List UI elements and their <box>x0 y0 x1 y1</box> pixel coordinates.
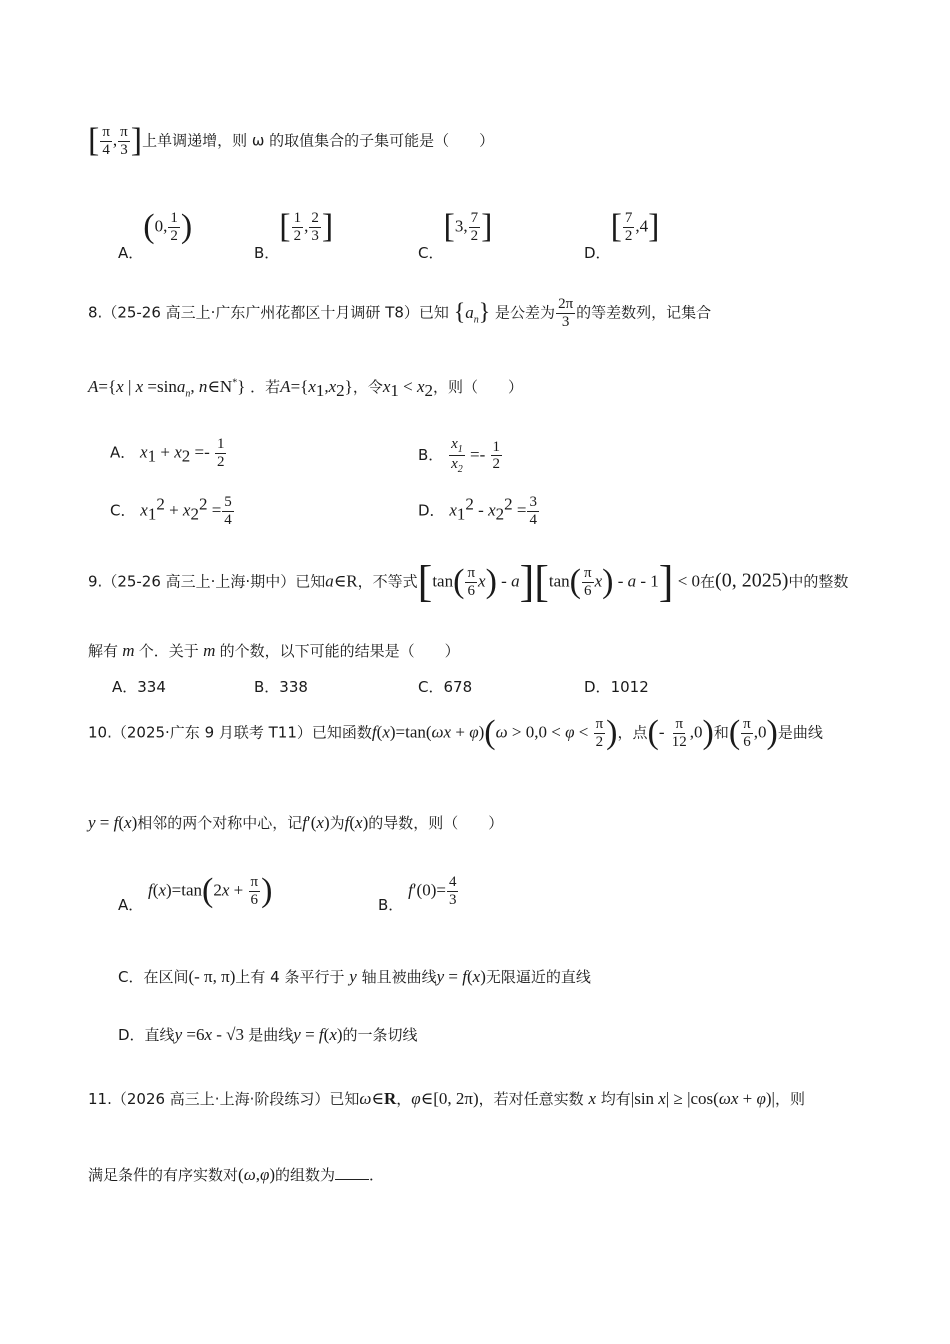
q11-stem-line1: 11.（2026 高三上·上海·阶段练习）已知ω∈R，φ∈[0, 2π)，若对任意实数 x 均有|sin x| ≥ |cos(ωx + φ)|，则 <box>88 1089 805 1108</box>
q7-option-a[interactable]: A．(0, $\frac{1}{2}$ ) <box>118 208 193 262</box>
q10-option-b[interactable]: B． f′(0)= $\frac{4}{3}$ <box>378 874 457 914</box>
q10-option-a[interactable]: A． f(x)=tan(2x + $\frac{\pi}{6}$ ) <box>118 872 273 914</box>
q10-stem-line2: y = f(x)相邻的两个对称中心，记f′(x)为f(x)的导数，则（ ） <box>88 813 504 832</box>
q8-stem-line1: 8.（25-26 高三上·广东广州花都区十月调研 T8）已知 $\{a_n\}$ 是公差为 $\frac{2\pi}{3}$ 的等差数列，记集合 <box>88 296 712 330</box>
q9-option-c[interactable]: C．678 <box>418 678 473 696</box>
q11-number: 11. <box>88 1090 112 1108</box>
q10-option-d[interactable]: D．直线y =6x - √3 是曲线y = f(x)的一条切线 <box>118 1025 418 1044</box>
q10-source: （2025·广东 9 月联考 T11）已知函数 <box>111 723 372 742</box>
q7-option-b[interactable]: B．[ $\frac{1}{2}$ , $\frac{2}{3}$ ] <box>254 208 334 262</box>
q8-option-a[interactable]: A． $x_1 + x_2$ =- $\frac{1}{2}$ <box>110 436 225 470</box>
q7-stem: [ $\frac{\pi}{4}$ , $\frac{\pi}{3}$ ]上单调递增，则 ω 的取值集合的子集可能是（ ） <box>88 122 495 159</box>
q11-stem-line2: 满足条件的有序实数对(ω,φ)的组数为 ． <box>88 1165 385 1184</box>
q9-number: 9. <box>88 572 103 591</box>
q10-number: 10. <box>88 723 112 742</box>
q9-option-d[interactable]: D．1012 <box>584 678 649 696</box>
answer-blank[interactable] <box>335 1179 369 1180</box>
q9-option-b[interactable]: B．338 <box>254 678 308 696</box>
q8-option-d[interactable]: D． $x_1^2 - x_2^2$ = $\frac{3}{4}$ <box>418 494 537 528</box>
q7-stem-text: 上单调递增，则 ω 的取值集合的子集可能是（ ） <box>142 131 495 150</box>
math-interval: [ <box>88 122 100 159</box>
q8-option-c[interactable]: C． $x_1^2 + x_2^2$ = $\frac{5}{4}$ <box>110 494 232 528</box>
q10-option-c[interactable]: C．在区间(- π, π)上有 4 条平行于 y 轴且被曲线y = f(x)无限逼近的直线 <box>118 967 591 986</box>
q8-source: （25-26 高三上·广东广州花都区十月调研 T8）已知 <box>102 303 449 322</box>
q7-option-d[interactable]: D．[ $\frac{7}{2}$ ,4] <box>584 208 660 262</box>
q9-stem-line1: 9.（25-26 高三上·上海·期中）已知a∈R，不等式[tan( $\frac{\pi}{6}$ x) - a][tan( $\frac{\pi}{6}$ x) - a - 1] < 0在(0, 2025)中的整数 <box>88 557 849 606</box>
q9-stem-line2: 解有 m 个．关于 m 的个数，以下可能的结果是（ ） <box>88 641 460 660</box>
q11-source: （2026 高三上·上海·阶段练习）已知 <box>111 1090 360 1108</box>
q8-stem-line2: A={x | x =sina$_n$, n∈N*} ．若$A=\{x_1,x_2\}$，令$x_1 < x_2$，则（ ） <box>88 377 524 400</box>
q10-stem-line1: 10.（2025·广东 9 月联考 T11）已知函数f(x)=tan(ωx + φ)(ω > 0,0 < φ < $\frac{\pi}{2}$ )，点(- $\frac{\pi}{12}$ ,0)和( $\frac{\pi}{6}$ ,0)是曲线 <box>88 714 823 751</box>
q9-option-a[interactable]: A．334 <box>112 678 166 696</box>
q8-option-b[interactable]: B． $\frac{x_1}{x_2}$ =- $\frac{1}{2}$ <box>418 436 500 475</box>
q8-number: 8. <box>88 303 103 322</box>
q7-option-c[interactable]: C．[3, $\frac{7}{2}$ ] <box>418 208 493 262</box>
q9-source: （25-26 高三上·上海·期中）已知 <box>102 572 326 591</box>
